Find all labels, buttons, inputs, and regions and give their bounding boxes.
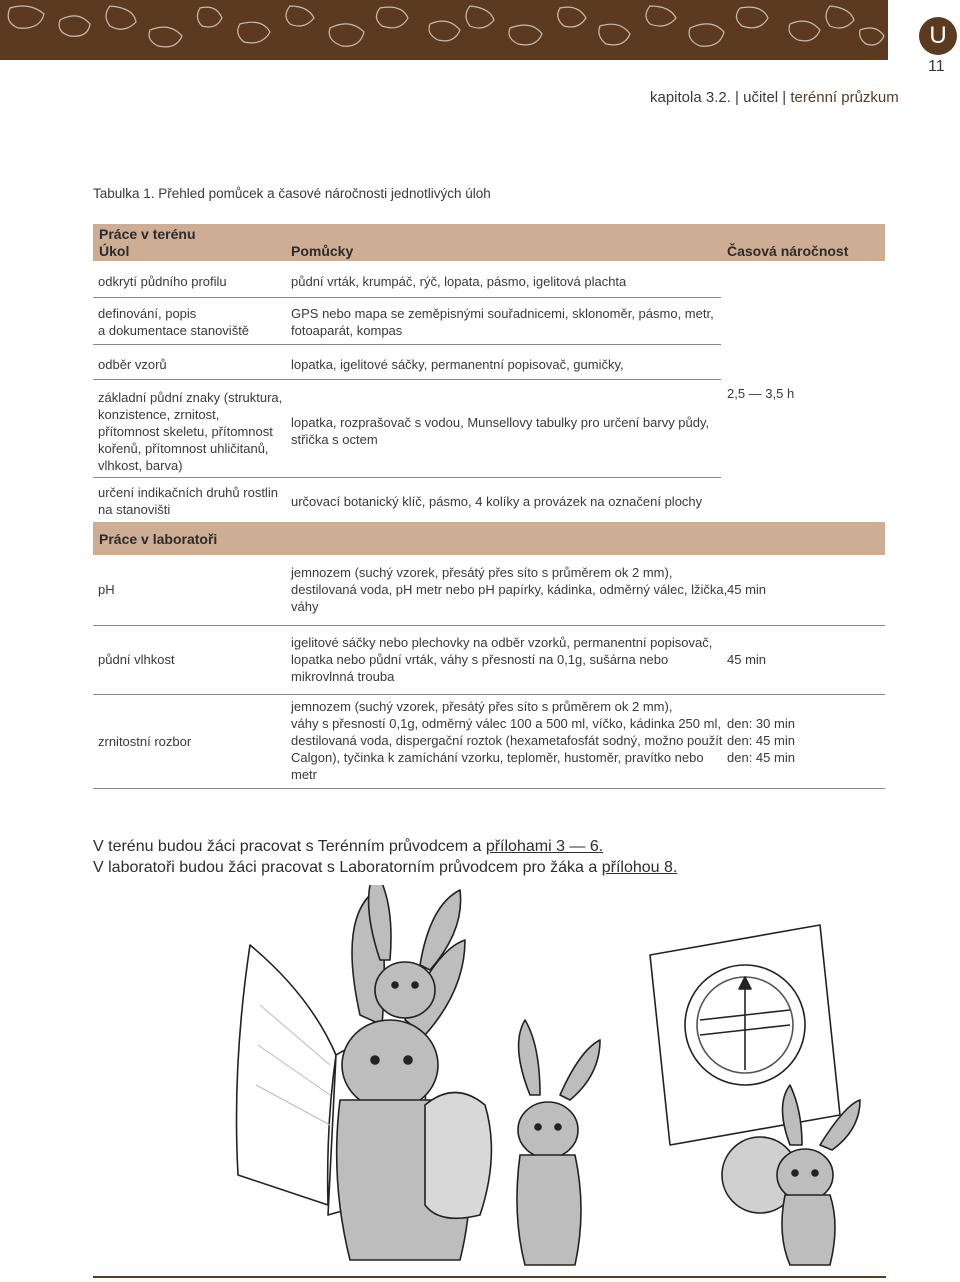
column-task-header: Úkol (99, 243, 130, 259)
field-task-3: odběr vzorů (98, 357, 167, 372)
breadcrumb (650, 89, 899, 106)
row-divider (93, 379, 721, 380)
summary-text (93, 836, 677, 878)
row-divider (93, 788, 885, 789)
lab-time-3: den: 30 min den: 45 min den: 45 min (727, 716, 795, 765)
middle-rabbit-ear-left (519, 1020, 540, 1095)
row-divider (93, 297, 721, 298)
summary-line-2-text: V laboratoři budou žáci pracovat s Laboratorním průvodcem pro žáka a (93, 859, 602, 876)
field-tools-4: lopatka, rozprašovač s vodou, Munsellovy tabulky pro určení barvy půdy, střička s octem (291, 415, 710, 447)
field-task-1: odkrytí půdního profilu (98, 274, 227, 289)
field-tools-5: určovací botanický klíč, pásmo, 4 kolíky a provázek na označení plochy (291, 494, 703, 509)
row-divider (93, 477, 721, 478)
field-table-header (93, 224, 885, 261)
stone-pattern (0, 0, 888, 60)
field-task-5: určení indikačních druhů rostlin na stanovišti (98, 485, 278, 517)
lab-tools-2: igelitové sáčky nebo plechovky na odběr vzorků, permanentní popisovač, lopatka nebo půdní vrták, váhy s přesností na 0,1g, sušárna nebo mikrovlnná trouba (291, 635, 713, 684)
lab-tools-1: jemnozem (suchý vzorek, přesátý přes síto s průměrem ok 2 mm), destilovaná voda, pH metr nebo pH papírky, kádinka, odměrný válec, lžička, váhy (291, 565, 728, 614)
column-time-header: Časová náročnost (727, 243, 849, 259)
field-section-title: Práce v terénu (99, 226, 196, 242)
appendix-link-3-6[interactable]: přílohami 3 — 6. (485, 838, 604, 855)
header-banner (0, 0, 888, 60)
footer-rule (93, 1276, 886, 1278)
lab-time-2: 45 min (727, 652, 767, 667)
right-rabbit-body (782, 1195, 835, 1265)
middle-rabbit-ear-right (560, 1040, 600, 1100)
appendix-link-8[interactable]: přílohou 8. (601, 859, 678, 876)
page-number: 11 (928, 58, 945, 75)
lab-task-1: pH (98, 582, 115, 597)
row-divider (93, 625, 885, 626)
field-task-2: definování, popis a dokumentace stanoviště (98, 306, 250, 338)
right-rabbit-head (777, 1149, 833, 1201)
lab-task-2: půdní vlhkost (98, 652, 175, 667)
book-left-page (237, 945, 337, 1205)
rabbit-illustration (230, 885, 870, 1270)
field-time: 2,5 — 3,5 h (727, 386, 795, 401)
lab-time-1: 45 min (727, 582, 767, 597)
top-rabbit-head (375, 962, 435, 1018)
lab-section-title: Práce v laboratoři (99, 531, 218, 547)
summary-line-2 (93, 857, 677, 878)
big-rabbit-head (342, 1020, 438, 1110)
field-task-4: základní půdní znaky (struktura, konzistence, zrnitost, přítomnost skeletu, přítomnost kořenů, přítomnost uhličitanů, vlhkost, barva) (98, 390, 283, 473)
middle-rabbit-body (517, 1155, 581, 1265)
middle-rabbit-head (518, 1102, 578, 1158)
field-tools-2: GPS nebo mapa se zeměpisnými souřadnicemi, sklonoměr, pásmo, metr, fotoaparát, kompas (291, 306, 714, 338)
chapter-badge: U (919, 17, 957, 55)
summary-line-1-text: V terénu budou žáci pracovat s Terénním průvodcem a (93, 838, 486, 855)
row-divider (93, 694, 885, 695)
row-divider (93, 344, 721, 345)
breadcrumb-section: terénní průzkum (790, 89, 899, 106)
column-tools-header: Pomůcky (291, 243, 354, 259)
lab-task-3: zrnitostní rozbor (98, 734, 192, 749)
backpack (425, 1093, 491, 1219)
field-tools-1: půdní vrták, krumpáč, rýč, lopata, pásmo, igelitová plachta (291, 274, 627, 289)
summary-line-1 (93, 836, 677, 857)
field-tools-3: lopatka, igelitové sáčky, permanentní popisovač, gumičky, (291, 357, 624, 372)
table-caption: Tabulka 1. Přehled pomůcek a časové náročnosti jednotlivých úloh (93, 186, 491, 201)
lab-table-header (93, 522, 885, 555)
breadcrumb-prefix: kapitola 3.2. | učitel | (650, 89, 791, 106)
lab-tools-3: jemnozem (suchý vzorek, přesátý přes síto s průměrem ok 2 mm), váhy s přesností 0,1g, odměrný válec 100 a 500 ml, víčko, kádinka 250 ml, destilovaná voda, dispergační roztok (hexametafosfát sodný, možno použít Calgon), tyčinka k zamíchání vzorku, teploměr, hustoměr, pravítko nebo metr (291, 699, 723, 782)
